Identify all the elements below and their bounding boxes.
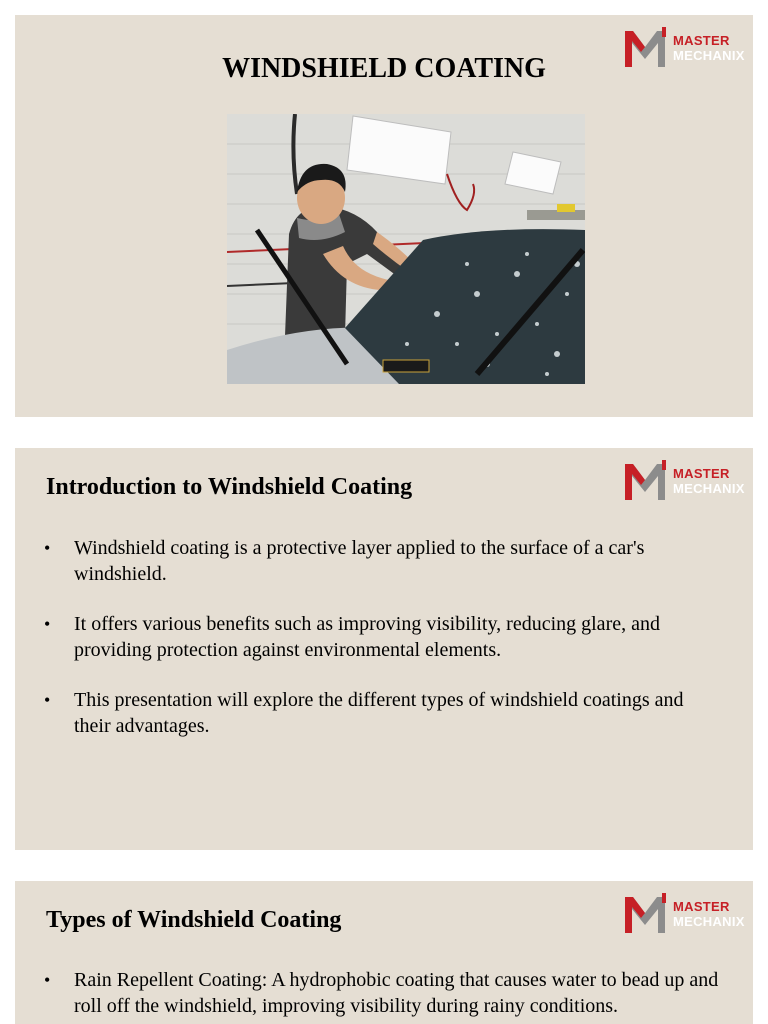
logo-text-master: MASTER	[673, 899, 730, 914]
logo-text-mechanix: MECHANIX	[673, 48, 745, 63]
slide-introduction	[15, 448, 753, 850]
logo-text-master: MASTER	[673, 466, 730, 481]
logo-m-icon	[623, 460, 669, 502]
slide-title-text: WINDSHIELD COATING	[222, 53, 546, 84]
slide-types	[15, 881, 753, 1024]
windshield-coating-photo	[227, 114, 585, 384]
slide-title	[15, 15, 753, 417]
bullet-item	[15, 687, 753, 739]
logo-text-mechanix: MECHANIX	[673, 481, 745, 496]
bullet-text: Rain Repellent Coating: A hydrophobic coating that causes water to bead up and roll off the windshield, improving visibility during rainy conditions.	[74, 969, 719, 1017]
bullet-text: It offers various benefits such as improving visibility, reducing glare, and providing protection against environmental elements.	[74, 613, 660, 661]
logo-m-icon	[623, 893, 669, 935]
slide-heading: Types of Windshield Coating	[46, 907, 342, 933]
bullet-dot-icon: •	[44, 970, 51, 990]
bullet-dot-icon: •	[44, 690, 51, 710]
bullet-item	[15, 535, 753, 587]
bullet-dot-icon: •	[44, 614, 51, 634]
bullet-dot-icon: •	[44, 538, 51, 558]
bullet-text: This presentation will explore the different types of windshield coatings and their advantages.	[74, 689, 684, 737]
bullet-item	[15, 967, 753, 1019]
logo-text-mechanix: MECHANIX	[673, 914, 745, 929]
master-mechanix-logo	[623, 893, 745, 937]
bullet-list	[15, 535, 753, 763]
logo-text-master: MASTER	[673, 33, 730, 48]
master-mechanix-logo	[623, 460, 745, 504]
bullet-text: Windshield coating is a protective layer applied to the surface of a car's windshield.	[74, 537, 645, 585]
slide-heading: Introduction to Windshield Coating	[46, 474, 413, 500]
bullet-list	[15, 967, 753, 1024]
bullet-item	[15, 611, 753, 663]
